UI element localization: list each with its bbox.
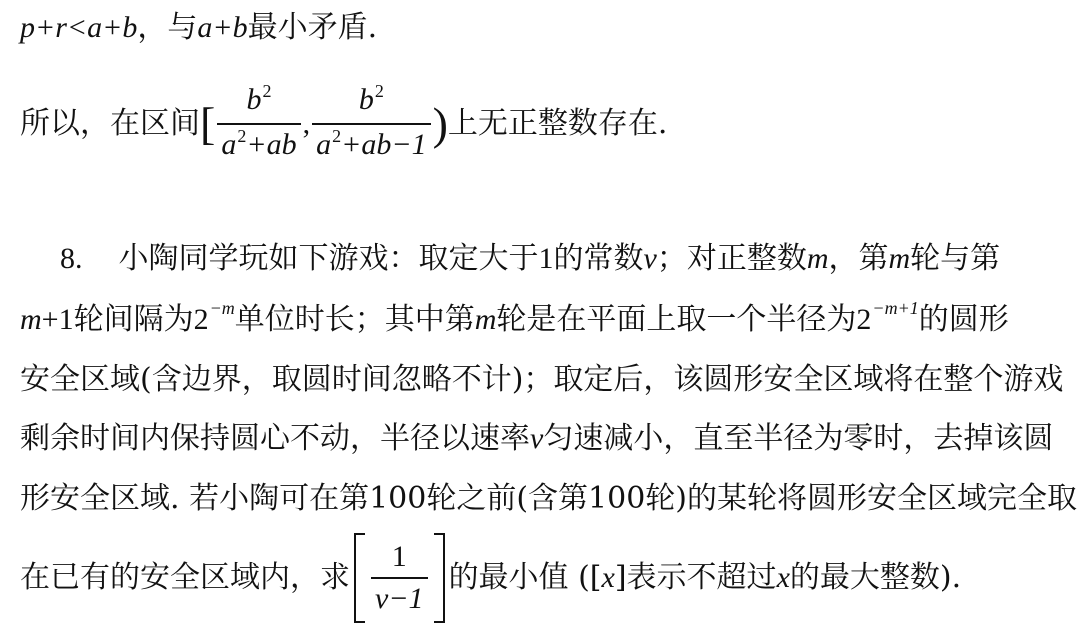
numerator: 1	[391, 540, 407, 573]
variable-m: m	[806, 242, 829, 275]
text: 的圆形	[918, 302, 1009, 337]
exponent: 2	[374, 81, 384, 101]
text: ]表示不超过	[614, 560, 777, 595]
number: 1	[538, 242, 554, 275]
variable-m: m	[888, 242, 911, 275]
problem-8-line-2	[20, 298, 1066, 338]
variable-x: x	[776, 561, 790, 594]
text: 单位时长；其中第	[234, 302, 475, 337]
text: ，与	[137, 10, 198, 45]
problem-number: 8.	[60, 242, 83, 275]
text: 最小矛盾.	[247, 10, 378, 45]
variable-v: v	[530, 422, 544, 455]
number: 2	[193, 303, 209, 336]
variable-v: v	[643, 242, 657, 275]
exponent: 2	[262, 81, 272, 101]
text: 轮与第	[910, 241, 1001, 276]
proof-line-2	[20, 82, 1066, 166]
math-expr: a+b	[197, 11, 248, 44]
text: 小陶同学玩如下游戏：取定大于	[118, 241, 539, 276]
left-bracket: [	[200, 98, 216, 149]
text: 在已有的安全区域内，求	[20, 560, 350, 595]
denominator-rest: +ab	[246, 128, 297, 161]
denominator-rest: +ab−1	[341, 128, 427, 161]
text: 形安全区域. 若小陶可在第100轮之前(含第100轮)的某轮将圆形安全区域完全取	[20, 481, 1078, 516]
floor-bracket	[354, 533, 445, 623]
fraction-1	[217, 80, 300, 168]
text: 匀速减小，直至半径为零时，去掉该圆	[543, 421, 1054, 456]
comma: ,	[302, 107, 311, 140]
proof-line-1	[20, 10, 1066, 46]
text: 上无正整数存在.	[447, 106, 668, 141]
denominator: v−1	[371, 577, 428, 619]
text: ，第	[828, 241, 889, 276]
text: 剩余时间内保持圆心不动，半径以速率	[20, 421, 530, 456]
numerator: b	[358, 83, 374, 116]
text: 的常数	[553, 241, 644, 276]
math-expr: p+r<a+b	[20, 11, 138, 44]
text: 所以，在区间	[20, 106, 200, 141]
numerator: b	[246, 83, 262, 116]
exponent: 2	[332, 126, 342, 146]
problem-8-line-6	[20, 536, 1066, 620]
math-expr: +1	[41, 303, 74, 336]
exponent: −m	[209, 298, 235, 318]
fraction-2	[312, 80, 431, 168]
variable-x: x	[601, 561, 615, 594]
text: ；对正整数	[656, 241, 807, 276]
denominator-a: a	[316, 128, 332, 161]
variable-m: m	[20, 303, 42, 336]
variable-m: m	[474, 303, 497, 336]
exponent: 2	[237, 126, 247, 146]
text: 轮间隔为	[73, 302, 194, 337]
exponent: −m+1	[872, 298, 919, 318]
problem-8-line-5	[20, 481, 1078, 517]
text: 轮是在平面上取一个半径为	[496, 302, 857, 337]
text: 的最小值 ([	[448, 560, 602, 595]
number: 2	[856, 303, 872, 336]
problem-8-line-1	[60, 241, 1066, 277]
right-bracket: )	[432, 98, 448, 149]
fraction-floor	[371, 537, 428, 619]
text: 安全区域(含边界，取圆时间忽略不计)；取定后，该圆形安全区域将在整个游戏	[20, 362, 1064, 397]
text: 的最大整数).	[789, 560, 962, 595]
problem-8-line-4	[20, 421, 1066, 457]
denominator-a: a	[221, 128, 237, 161]
problem-8-line-3	[20, 362, 1066, 398]
